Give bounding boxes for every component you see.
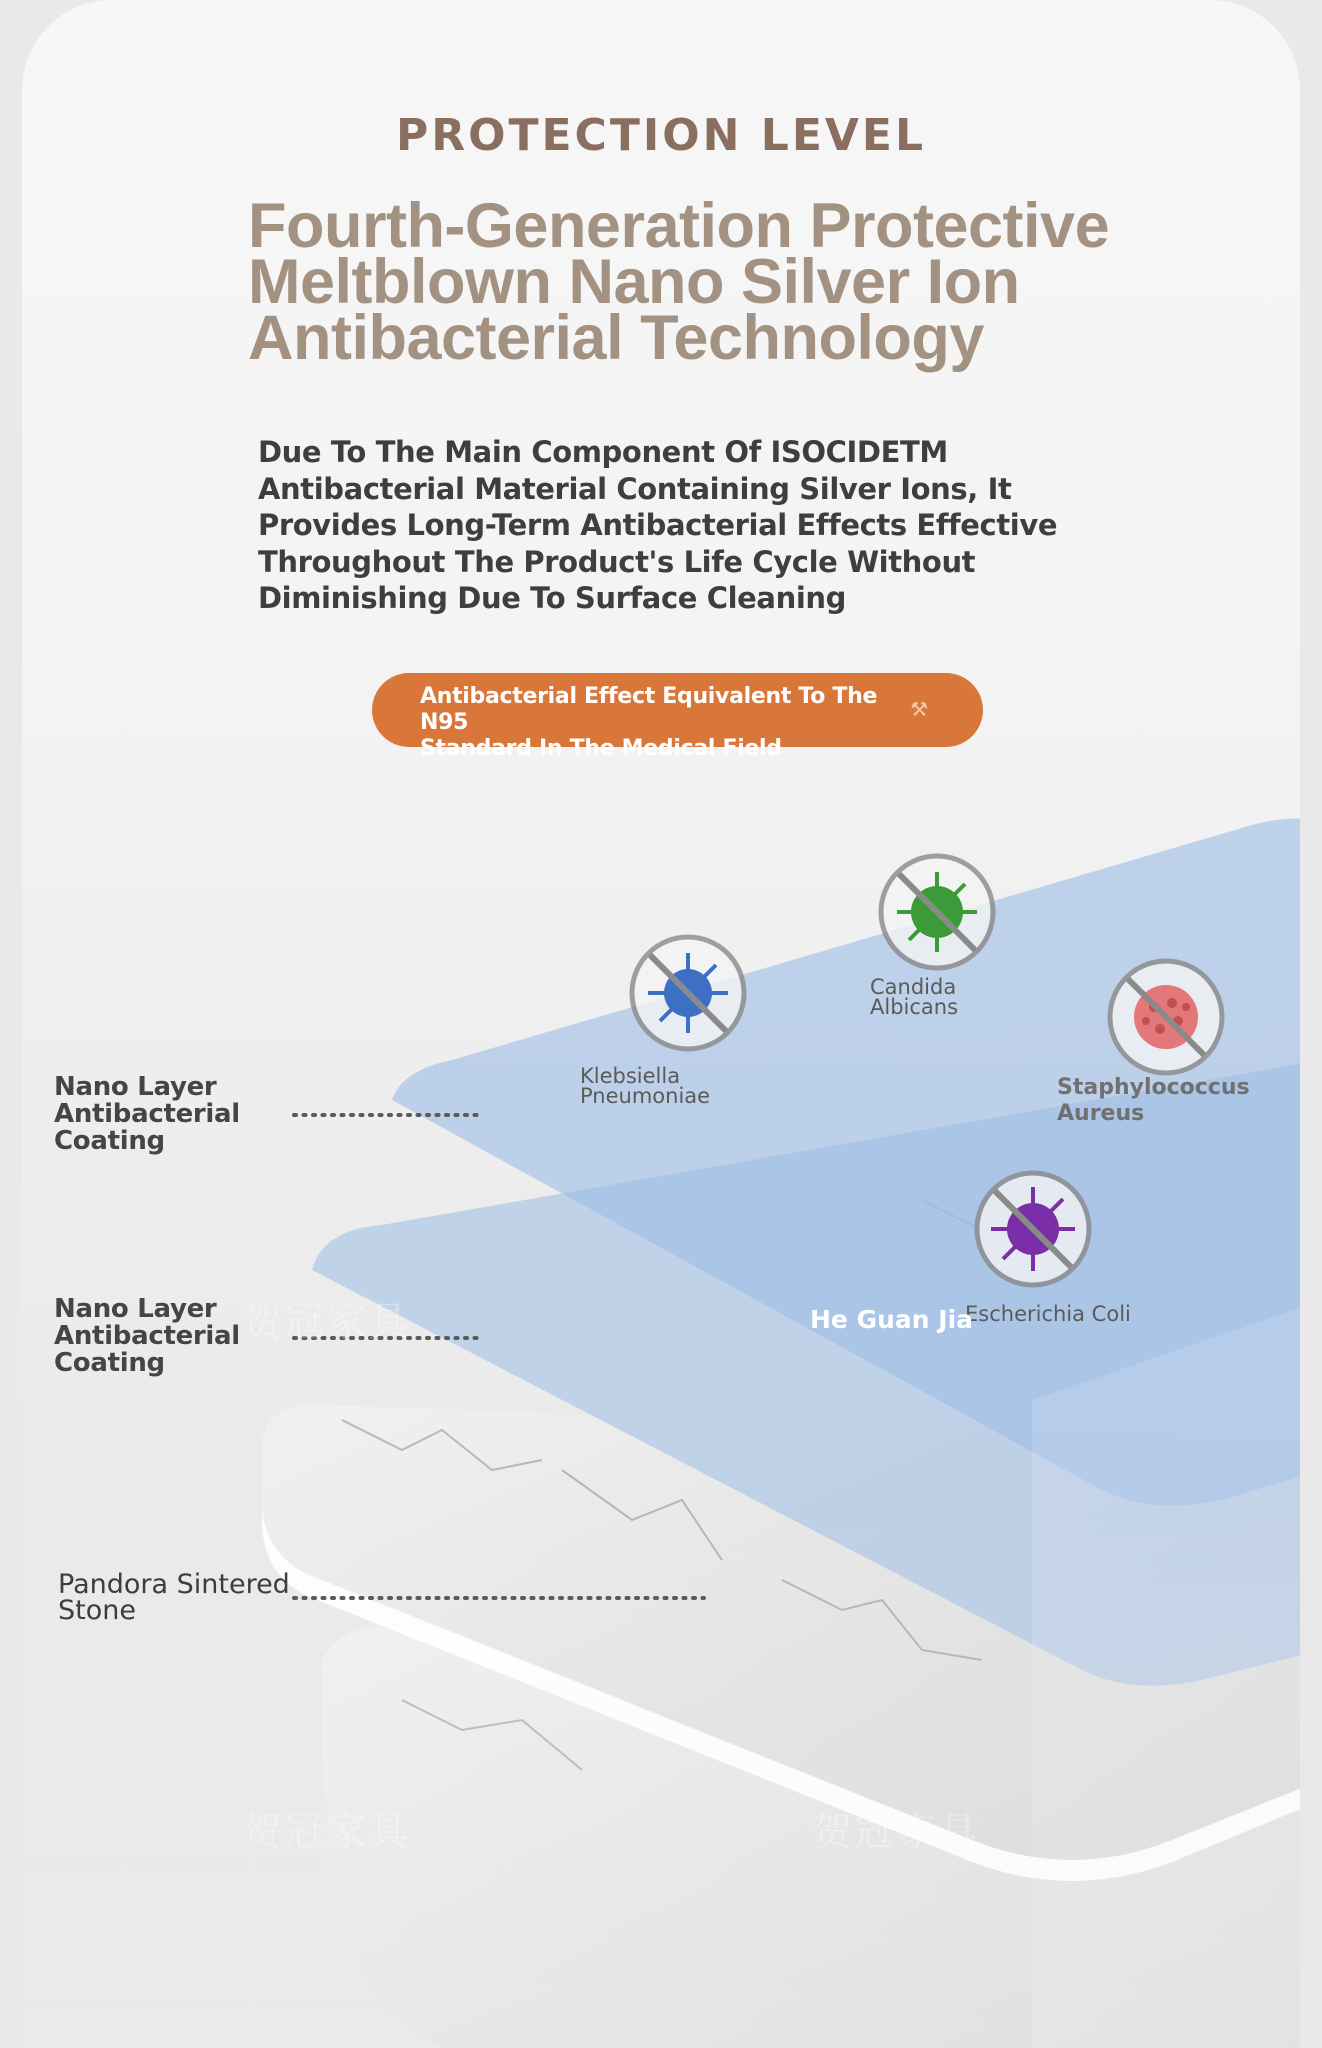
microbe-label-line: Candida	[870, 975, 957, 999]
watermark: 贺冠家具	[812, 1809, 980, 1855]
watermark: 贺冠家具	[242, 1299, 410, 1345]
microbe-label-line: Escherichia Coli	[965, 1302, 1131, 1326]
badge-line: Antibacterial Effect Equivalent To The N95	[420, 684, 878, 735]
section-heading: PROTECTION LEVEL	[395, 110, 927, 161]
watermark: 贺冠家具	[242, 1809, 410, 1855]
layer-label-line: Nano Layer	[54, 1072, 217, 1102]
blue-virus-icon	[628, 933, 748, 1053]
brand-name: He Guan Jia	[810, 1305, 974, 1334]
shield-icon: ⚒	[910, 699, 928, 721]
layer-label-upper	[54, 1074, 240, 1155]
microbe-label-ecoli	[965, 1304, 1131, 1324]
purple-virus-icon	[973, 1169, 1093, 1289]
page-title	[248, 191, 1208, 373]
microbe-label-line: Albicans	[870, 995, 959, 1019]
stone-label	[58, 1569, 290, 1626]
microbe-label-staphylococcus	[1057, 1075, 1250, 1127]
stone-label-line: Stone	[58, 1595, 136, 1626]
microbe-label-line: Aureus	[1057, 1101, 1145, 1126]
microbe-label-klebsiella	[580, 1066, 710, 1106]
layer-label-line: Coating	[54, 1348, 165, 1378]
microbe-label-line: Pneumoniae	[580, 1084, 711, 1108]
layer-label-line: Antibacterial	[54, 1099, 240, 1129]
title-line: Meltblown Nano Silver Ion	[248, 247, 1020, 317]
layer-label-line: Nano Layer	[54, 1294, 217, 1324]
microbe-label-line: Staphylococcus	[1057, 1075, 1250, 1100]
layer-label-line: Antibacterial	[54, 1321, 240, 1351]
description-line: Due To The Main Component Of ISOCIDETM	[258, 435, 948, 469]
description-line: Diminishing Due To Surface Cleaning	[258, 581, 846, 615]
stone-label-line: Pandora Sintered	[58, 1569, 290, 1600]
layer-label-lower	[54, 1296, 240, 1377]
badge-line: Standard In The Medical Field	[420, 736, 782, 761]
green-virus-icon	[877, 852, 997, 972]
title-line: Antibacterial Technology	[248, 303, 984, 373]
description	[258, 434, 1078, 617]
description-line: Antibacterial Material Containing Silver Ions, It	[258, 471, 1012, 506]
badge-text	[420, 684, 920, 762]
layer-label-line: Coating	[54, 1126, 165, 1156]
microbe-label-candida	[870, 977, 958, 1017]
description-line: Provides Long-Term Antibacterial Effects Effective	[258, 508, 1058, 542]
description-line: Throughout The Product's Life Cycle Without	[258, 544, 976, 579]
title-line: Fourth-Generation Protective	[248, 191, 1110, 261]
red-virus-icon	[1106, 957, 1226, 1077]
n95-badge	[372, 673, 983, 761]
microbe-label-line: Klebsiella	[580, 1064, 681, 1088]
